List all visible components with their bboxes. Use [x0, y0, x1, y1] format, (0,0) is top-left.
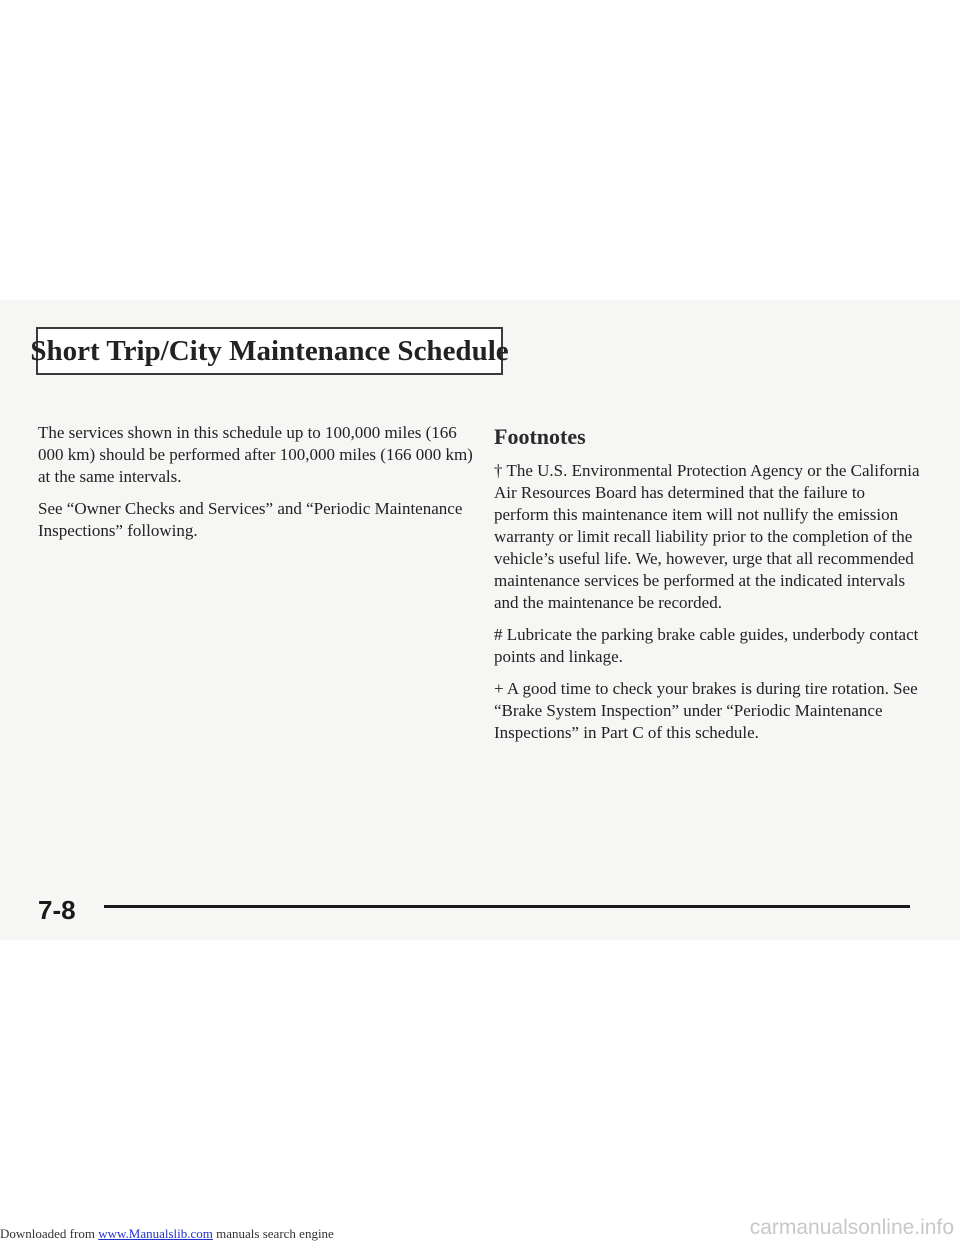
page-number: 7-8: [38, 895, 76, 925]
intro-paragraph: The services shown in this schedule up to 100,000 miles (166 000 km) should be performed after 100,000 miles (166 000 km) at the same intervals.: [38, 423, 473, 486]
left-column: [38, 422, 478, 552]
right-column: [494, 424, 924, 754]
footer-suffix: manuals search engine: [212, 1226, 334, 1241]
footer-prefix: Downloaded from: [0, 1226, 99, 1241]
footnote-hash: # Lubricate the parking brake cable guides, underbody contact points and linkage.: [494, 625, 919, 666]
download-footer: [0, 1226, 334, 1242]
footnote-plus: + A good time to check your brakes is during tire rotation. See “Brake System Inspection” under “Periodic Maintenance Inspections” in Part C of this schedule.: [494, 679, 918, 742]
footnotes-heading: Footnotes: [494, 424, 586, 449]
watermark-text: carmanualsonline.info: [749, 1216, 954, 1239]
see-also-paragraph: See “Owner Checks and Services” and “Periodic Maintenance Inspections” following.: [38, 499, 463, 540]
section-title: Short Trip/City Maintenance Schedule: [30, 334, 509, 367]
footer-rule: [104, 905, 910, 908]
manualslib-link[interactable]: www.Manualslib.com: [98, 1226, 213, 1241]
footnote-dagger: † The U.S. Environmental Protection Agency or the California Air Resources Board has determined that the failure to perform this maintenance item will not nullify the emission warranty or limit recall liability prior to the completion of the vehicle’s useful life. We, however, urge that all recommended maintenance services be performed at the indicated intervals and the maintenance be recorded.: [494, 461, 920, 612]
section-title-box: [30, 327, 509, 375]
